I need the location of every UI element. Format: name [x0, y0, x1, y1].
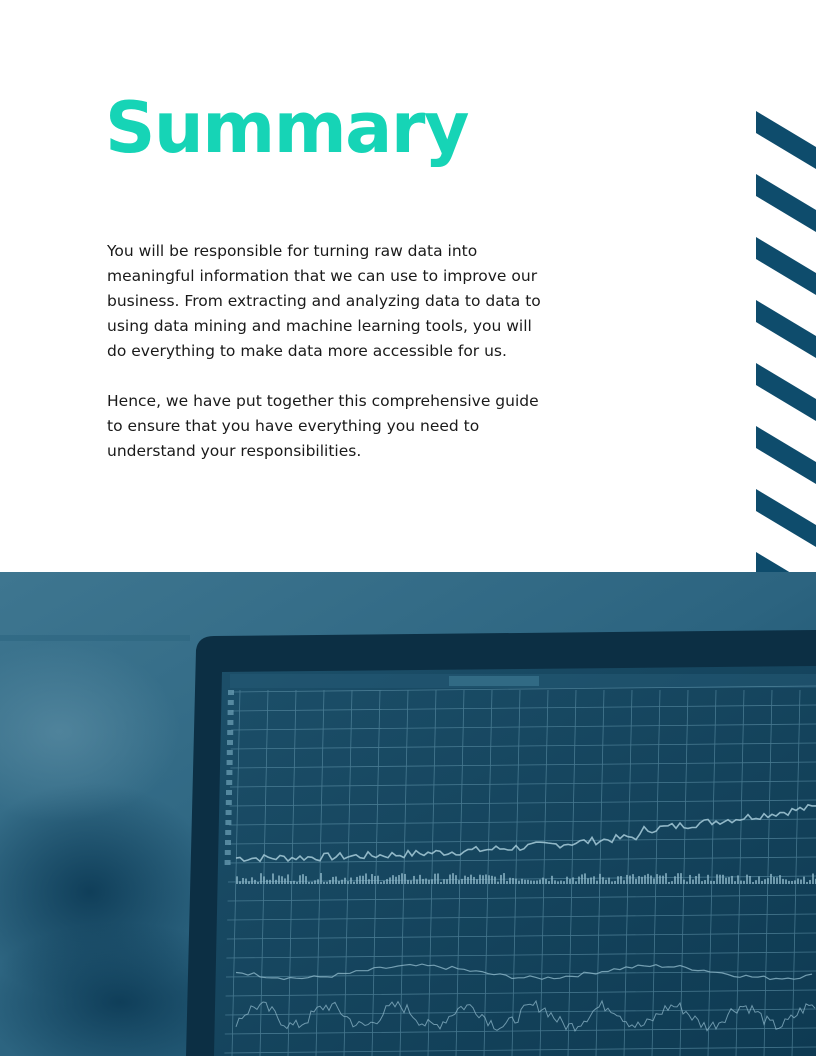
volume-bar	[389, 877, 391, 884]
volume-bar	[479, 875, 481, 884]
volume-bar	[296, 882, 298, 884]
tool-icon	[226, 810, 232, 815]
volume-bar	[614, 881, 616, 884]
volume-bar	[317, 879, 319, 884]
volume-bar	[347, 881, 349, 884]
volume-bar	[416, 879, 418, 884]
volume-bar	[620, 876, 622, 884]
volume-bar	[809, 880, 811, 884]
volume-bar	[557, 881, 559, 884]
volume-bar	[353, 882, 355, 884]
volume-bar	[593, 876, 595, 884]
volume-bar	[623, 880, 625, 884]
volume-bar	[710, 881, 712, 884]
volume-bar	[281, 876, 283, 884]
volume-bar	[545, 879, 547, 884]
volume-bar	[425, 879, 427, 884]
volume-bar	[476, 879, 478, 884]
volume-bar	[524, 880, 526, 884]
volume-bar	[404, 874, 406, 884]
tool-icon	[227, 750, 233, 755]
volume-bar	[704, 880, 706, 884]
laptop-chart-photo	[0, 572, 816, 1056]
volume-bar	[602, 877, 604, 884]
volume-bar	[497, 882, 499, 884]
volume-bar	[254, 880, 256, 884]
volume-bar	[626, 875, 628, 884]
volume-bar	[380, 882, 382, 884]
volume-bar	[668, 882, 670, 884]
volume-bar	[617, 876, 619, 884]
volume-bar	[587, 878, 589, 884]
volume-bar	[788, 881, 790, 884]
volume-bar	[275, 880, 277, 884]
volume-bar	[491, 876, 493, 884]
volume-bar	[272, 873, 274, 884]
volume-bar	[368, 879, 370, 884]
volume-bar	[590, 877, 592, 884]
volume-bar	[290, 881, 292, 884]
volume-bar	[662, 876, 664, 884]
volume-bar	[785, 879, 787, 884]
blur-shape	[0, 635, 190, 641]
volume-bar	[485, 874, 487, 884]
volume-bar	[773, 877, 775, 884]
stripe	[756, 111, 816, 169]
tool-icon	[225, 850, 231, 855]
volume-bar	[350, 878, 352, 884]
volume-bar	[737, 875, 739, 884]
volume-bar	[554, 880, 556, 884]
volume-bar	[758, 876, 760, 884]
volume-bar	[542, 878, 544, 884]
volume-bar	[437, 873, 439, 884]
volume-bar	[731, 876, 733, 884]
tool-icon	[227, 760, 233, 765]
stripe	[756, 300, 816, 358]
tool-icon	[225, 860, 231, 865]
volume-bar	[452, 873, 454, 884]
volume-bar	[467, 877, 469, 884]
volume-bar	[398, 875, 400, 884]
tool-icon	[228, 700, 234, 705]
volume-bar	[512, 878, 514, 884]
volume-bar	[446, 879, 448, 884]
volume-bar	[560, 881, 562, 884]
volume-bar	[509, 878, 511, 884]
volume-bar	[419, 875, 421, 884]
volume-bar	[401, 873, 403, 884]
volume-bar	[608, 878, 610, 884]
volume-bar	[443, 879, 445, 884]
volume-bar	[266, 880, 268, 884]
volume-bar	[641, 877, 643, 884]
volume-bar	[329, 880, 331, 884]
tool-icon	[227, 740, 233, 745]
tool-icon	[227, 720, 233, 725]
volume-bar	[536, 880, 538, 884]
volume-bar	[647, 874, 649, 884]
volume-bar	[782, 879, 784, 884]
volume-bar	[677, 873, 679, 884]
volume-bar	[338, 881, 340, 884]
volume-bar	[551, 876, 553, 884]
volume-bar	[374, 876, 376, 884]
volume-bar	[749, 876, 751, 884]
volume-bar	[428, 880, 430, 884]
volume-bar	[746, 875, 748, 884]
volume-bar	[323, 882, 325, 884]
volume-bar	[383, 881, 385, 884]
volume-bar	[287, 874, 289, 884]
volume-bar	[605, 880, 607, 884]
volume-bar	[482, 875, 484, 884]
volume-bar	[635, 879, 637, 884]
volume-bar	[683, 880, 685, 884]
volume-bar	[365, 873, 367, 884]
volume-bar	[422, 879, 424, 884]
volume-bar	[740, 881, 742, 884]
volume-bar	[797, 878, 799, 884]
volume-bar	[395, 877, 397, 884]
volume-bar	[521, 879, 523, 884]
volume-bar	[461, 879, 463, 884]
volume-bar	[674, 876, 676, 884]
volume-bar	[314, 880, 316, 884]
volume-bar	[464, 876, 466, 884]
volume-bar	[269, 880, 271, 884]
volume-bar	[458, 880, 460, 884]
volume-bar	[470, 875, 472, 884]
volume-bar	[566, 877, 568, 884]
volume-bar	[572, 877, 574, 884]
volume-bar	[680, 873, 682, 884]
volume-bar	[728, 877, 730, 884]
volume-bar	[755, 880, 757, 884]
volume-bar	[563, 881, 565, 884]
volume-bar	[581, 874, 583, 884]
summary-paragraph-2: Hence, we have put together this comprehensive guide to ensure that you have everything you need to understand your responsibilities.	[107, 392, 539, 460]
volume-bar	[548, 881, 550, 884]
volume-bar	[473, 877, 475, 884]
volume-bar	[803, 877, 805, 884]
volume-bar	[260, 873, 262, 884]
volume-bar	[245, 879, 247, 884]
page-title: Summary	[105, 87, 469, 169]
volume-bar	[410, 880, 412, 884]
volume-bar	[539, 880, 541, 884]
tool-icon	[226, 780, 232, 785]
laptop-screen	[214, 666, 816, 1056]
volume-bar	[494, 877, 496, 884]
volume-bar	[584, 873, 586, 884]
volume-bar	[629, 876, 631, 884]
volume-bar	[359, 876, 361, 884]
volume-bar	[686, 881, 688, 884]
volume-bar	[332, 877, 334, 884]
volume-bar	[440, 882, 442, 884]
volume-bar	[242, 878, 244, 884]
volume-bar	[665, 873, 667, 884]
volume-bar	[251, 877, 253, 884]
volume-bar	[278, 875, 280, 884]
volume-bar	[506, 881, 508, 884]
volume-bar	[779, 875, 781, 884]
volume-bar	[716, 874, 718, 884]
volume-bar	[500, 875, 502, 884]
volume-bar	[518, 881, 520, 884]
volume-bar	[653, 878, 655, 884]
volume-bar	[371, 874, 373, 884]
stripe	[756, 489, 816, 547]
volume-bar	[533, 881, 535, 884]
volume-bar	[764, 879, 766, 884]
volume-bar	[671, 881, 673, 884]
volume-bar	[320, 873, 322, 884]
volume-bar	[743, 881, 745, 884]
volume-bar	[236, 876, 238, 884]
volume-bar	[530, 881, 532, 884]
volume-bar	[794, 880, 796, 884]
volume-bar	[701, 881, 703, 884]
volume-bar	[293, 881, 295, 884]
volume-bar	[344, 878, 346, 884]
volume-bar	[308, 882, 310, 884]
tool-icon	[226, 790, 232, 795]
volume-bar	[503, 873, 505, 884]
tool-icon	[225, 830, 231, 835]
stripe	[756, 237, 816, 295]
volume-bar	[392, 875, 394, 884]
volume-bar	[311, 882, 313, 884]
volume-bar	[707, 875, 709, 884]
volume-bar	[239, 881, 241, 884]
volume-bar	[356, 877, 358, 884]
volume-bar	[335, 877, 337, 884]
volume-bar	[248, 881, 250, 884]
volume-bar	[569, 879, 571, 884]
summary-paragraph-1: You will be responsible for turning raw data into meaningful information that we can use to improve our business. From extracting and analyzing data to data to using data mining and machine learning tools, you will do everything to make data more accessible for us.	[107, 242, 541, 360]
volume-bar	[305, 876, 307, 884]
volume-bar	[302, 874, 304, 884]
volume-bar	[431, 879, 433, 884]
volume-bar	[449, 875, 451, 884]
volume-bar	[659, 875, 661, 884]
diagonal-stripes-decoration	[756, 111, 816, 597]
tool-icon	[228, 690, 234, 695]
tool-icon	[226, 800, 232, 805]
tool-icon	[226, 770, 232, 775]
tool-icon	[225, 820, 231, 825]
volume-bar	[284, 878, 286, 884]
volume-bar	[770, 874, 772, 884]
volume-bar	[689, 875, 691, 884]
volume-bar	[656, 874, 658, 884]
volume-bar	[362, 876, 364, 884]
volume-bar	[791, 881, 793, 884]
volume-bar	[638, 876, 640, 884]
volume-bar	[575, 881, 577, 884]
stripe	[756, 426, 816, 484]
volume-bar	[515, 879, 517, 884]
volume-bar	[698, 874, 700, 884]
volume-bar	[527, 880, 529, 884]
volume-bar	[299, 875, 301, 884]
volume-bar	[599, 874, 601, 884]
summary-body	[107, 239, 547, 489]
volume-bar	[734, 881, 736, 884]
volume-bar	[632, 874, 634, 884]
volume-bar	[455, 875, 457, 884]
volume-bar	[713, 881, 715, 884]
volume-bar	[377, 876, 379, 884]
stripe	[756, 174, 816, 232]
volume-bar	[326, 882, 328, 884]
volume-bar	[695, 876, 697, 884]
volume-bar	[263, 876, 265, 884]
stripe-group	[756, 111, 816, 597]
volume-bar	[341, 880, 343, 884]
chart-toolbar-highlight	[449, 676, 539, 686]
volume-bar	[725, 878, 727, 884]
volume-bar	[386, 879, 388, 884]
volume-bar	[644, 875, 646, 884]
volume-bar	[611, 881, 613, 884]
volume-bar	[800, 880, 802, 884]
volume-bar	[578, 877, 580, 884]
volume-bar	[752, 882, 754, 884]
stripe	[756, 363, 816, 421]
tool-icon	[227, 730, 233, 735]
volume-bar	[434, 874, 436, 884]
volume-bar	[488, 875, 490, 884]
volume-bar	[806, 882, 808, 884]
volume-bar	[776, 877, 778, 884]
volume-bar	[761, 881, 763, 884]
volume-bar	[650, 876, 652, 884]
volume-bar	[596, 881, 598, 884]
volume-bar	[407, 880, 409, 884]
volume-bar	[722, 875, 724, 884]
volume-bar	[812, 873, 814, 884]
volume-bar	[413, 876, 415, 884]
volume-bar	[692, 879, 694, 884]
volume-bar	[719, 875, 721, 884]
volume-bar	[257, 882, 259, 884]
volume-bar	[767, 878, 769, 884]
